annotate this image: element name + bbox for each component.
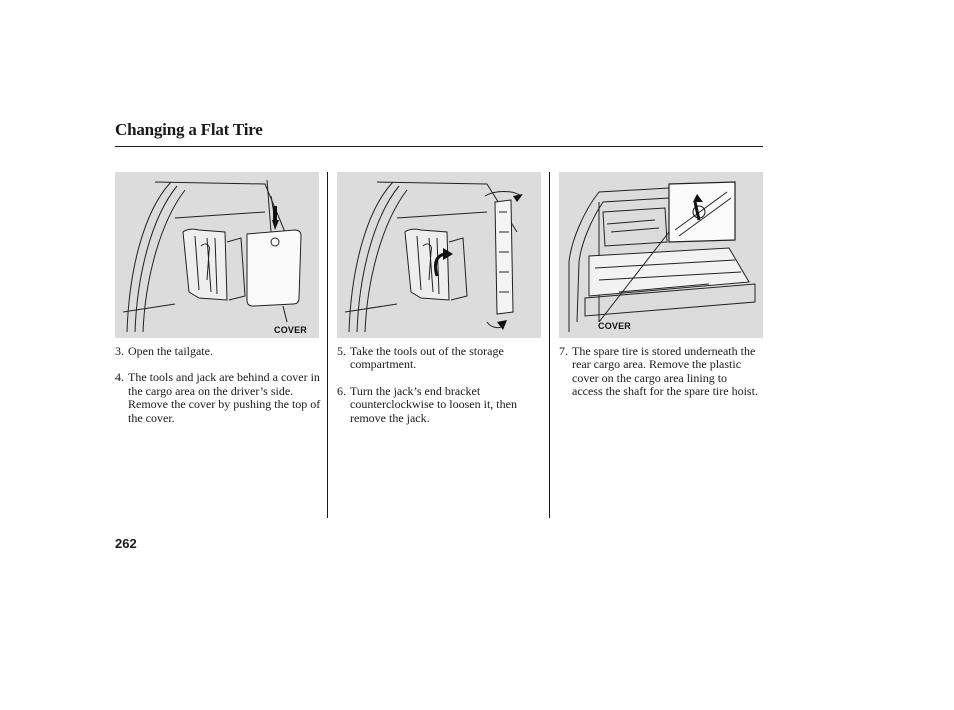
step-number: 5. [337, 344, 346, 358]
step-text: Turn the jack’s end bracket counterclockwise to loosen it, then remove the jack. [350, 383, 517, 425]
figure-cargo-cover [115, 172, 319, 338]
step-5 [337, 345, 545, 372]
step-3 [115, 345, 321, 358]
step-text: Take the tools out of the storage compartment. [350, 344, 504, 372]
title-rule [115, 146, 763, 147]
figure-label-cover: COVER [274, 325, 308, 335]
step-number: 3. [115, 344, 124, 358]
column-2 [337, 345, 545, 438]
step-7 [559, 345, 759, 399]
step-text: The spare tire is stored underneath the rear cargo area. Remove the plastic cover on the cargo area lining to access the shaft for the spare tire hoist. [572, 344, 758, 399]
step-number: 4. [115, 370, 124, 385]
cargo-cover-illustration [115, 172, 319, 338]
step-number: 6. [337, 383, 346, 398]
figure-label-cover: COVER [598, 321, 632, 331]
figure-spare-tire-cover [559, 172, 763, 338]
figure-jack-removal [337, 172, 541, 338]
step-4 [115, 371, 321, 425]
page-title: Changing a Flat Tire [115, 120, 263, 139]
spare-tire-cover-illustration [559, 172, 763, 338]
step-6 [337, 385, 545, 425]
jack-removal-illustration [337, 172, 541, 338]
column-divider [327, 172, 328, 518]
step-text: Open the tailgate. [128, 344, 213, 358]
page-number: 262 [115, 536, 137, 551]
column-1 [115, 345, 321, 438]
step-text: The tools and jack are behind a cover in the cargo area on the driver’s side. Remove the cover by pushing the top of the cover. [128, 370, 321, 425]
column-divider [549, 172, 550, 518]
column-3 [559, 345, 759, 412]
step-number: 7. [559, 344, 568, 358]
